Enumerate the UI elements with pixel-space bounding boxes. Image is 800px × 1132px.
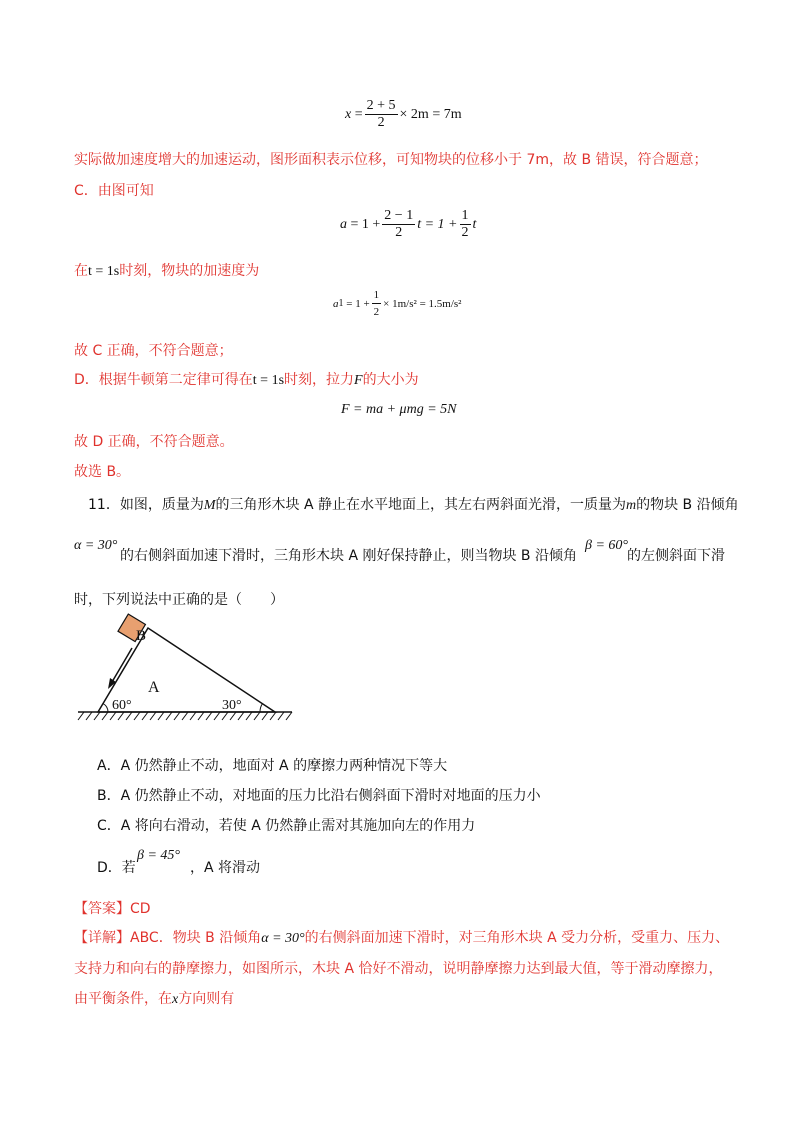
- frac-den: 2: [395, 225, 403, 240]
- text-line-3: 故 C 正确，不符合题意；: [74, 343, 233, 359]
- text: 的物块 B 沿倾角: [636, 497, 739, 513]
- var-a: a: [333, 297, 339, 310]
- text: 的右侧斜面加速下滑时，三角形木块 A 刚好保持静止，则当物块 B 沿倾角: [120, 548, 577, 564]
- subscript: 1: [338, 298, 344, 309]
- frac-num: 2 − 1: [384, 208, 414, 223]
- equation-a1: [333, 287, 461, 320]
- math-alpha: α = 30°: [74, 538, 118, 553]
- math-inline: t = 1s: [88, 264, 120, 279]
- equation-acceleration: [340, 208, 476, 241]
- question-11-line-2b: [120, 546, 577, 566]
- text: 的三角形木块 A 静止在水平地面上，其左右两斜面光滑，一质量为: [215, 497, 626, 513]
- detail-line-2: 支持力和向右的静摩擦力，如图所示，木块 A 恰好不滑动，说明静摩擦力达到最大值，等于滑动摩擦力，: [74, 961, 723, 977]
- label-a: A: [148, 679, 160, 696]
- var-F: F: [354, 373, 363, 388]
- text: 方向则有: [178, 991, 235, 1007]
- option-b: B．A 仍然静止不动，对地面的压力比沿右侧斜面下滑时对地面的压力小: [97, 788, 541, 804]
- equation-displacement: [345, 98, 462, 131]
- option-c: C．A 将向右滑动，若使 A 仍然静止需对其施加向左的作用力: [97, 818, 476, 834]
- var-x: x: [172, 992, 179, 1007]
- text: 【详解】ABC．物块 B 沿倾角: [74, 930, 262, 946]
- text-line-1: 实际做加速度增大的加速运动，图形面积表示位移，可知物块的位移小于 7m，故 B 错误，符合题意；: [74, 152, 708, 168]
- fraction: [365, 98, 398, 131]
- fraction: [460, 208, 471, 241]
- var-a: a: [340, 216, 347, 232]
- math-beta-45: β = 45°: [137, 848, 181, 863]
- question-11-line-1: [88, 495, 739, 516]
- question-11-beta: [585, 535, 628, 556]
- frac-den: 2: [461, 225, 469, 240]
- eq-part: = 1 +: [346, 297, 370, 310]
- arrow-line: [112, 648, 132, 682]
- var-M: M: [203, 498, 216, 513]
- var-m: m: [625, 498, 637, 513]
- fraction: [372, 287, 382, 320]
- detail-line-3: [74, 989, 234, 1010]
- text: D．若: [97, 860, 136, 876]
- question-11-line-2: [74, 535, 117, 556]
- eq-sign: =: [354, 106, 363, 122]
- fraction: [382, 208, 415, 241]
- question-11-line-3: 时，下列说法中正确的是（ ）: [74, 592, 284, 608]
- math-beta: β = 60°: [585, 538, 629, 553]
- frac-num: 1: [461, 208, 469, 223]
- text-line-5: 故选 B。: [74, 464, 131, 480]
- text: 的大小为: [362, 372, 419, 388]
- detail-line-1: [74, 928, 729, 949]
- angle-arc-left: [103, 704, 108, 713]
- option-d: [97, 858, 136, 878]
- text: 的右侧斜面加速下滑时，对三角形木块 A 受力分析，受重力、压力、: [304, 930, 730, 946]
- question-11-line-2c: 的左侧斜面下滑: [627, 548, 725, 564]
- frac-num: 2 + 5: [366, 98, 396, 113]
- text: 时刻，物块的加速度为: [119, 263, 260, 279]
- ground-hatch: [78, 712, 292, 720]
- frac-num: 1: [372, 287, 382, 304]
- angle-arc-right: [260, 704, 263, 713]
- var-x: x: [345, 106, 352, 122]
- label-angle-60: 60°: [112, 698, 132, 713]
- text: 时刻，拉力: [284, 372, 355, 388]
- incline-figure: [70, 612, 300, 727]
- eq-part: = 1 +: [350, 216, 381, 232]
- text-line-4: 故 D 正确，不符合题意。: [74, 434, 234, 450]
- label-b: B: [136, 628, 147, 644]
- text: 在: [74, 263, 88, 279]
- equation-force: F = ma + μmg = 5N: [341, 402, 457, 417]
- text-line-2: [74, 261, 259, 282]
- eq-part: × 1m/s² = 1.5m/s²: [383, 297, 462, 310]
- option-a: A．A 仍然静止不动，地面对 A 的摩擦力两种情况下等大: [97, 758, 448, 774]
- eq-part: t = 1 +: [417, 216, 458, 232]
- eq-rest: × 2m = 7m: [399, 106, 462, 122]
- text: 11．如图，质量为: [88, 497, 204, 513]
- frac-den: 2: [373, 306, 380, 318]
- text: D．根据牛顿第二定律可得在: [74, 372, 253, 388]
- text-line-c: C．由图可知: [74, 183, 154, 199]
- math-alpha: α = 30°: [261, 931, 305, 946]
- math-inline: t = 1s: [252, 373, 285, 388]
- option-d-post: ，A 将滑动: [190, 860, 261, 876]
- text: 由平衡条件，在: [74, 991, 172, 1007]
- label-angle-30: 30°: [222, 698, 242, 713]
- option-d-math: [137, 845, 180, 866]
- frac-den: 2: [377, 115, 385, 130]
- text-line-d: [74, 370, 419, 391]
- answer-text: 【答案】CD: [74, 901, 151, 917]
- eq-part: t: [472, 216, 477, 232]
